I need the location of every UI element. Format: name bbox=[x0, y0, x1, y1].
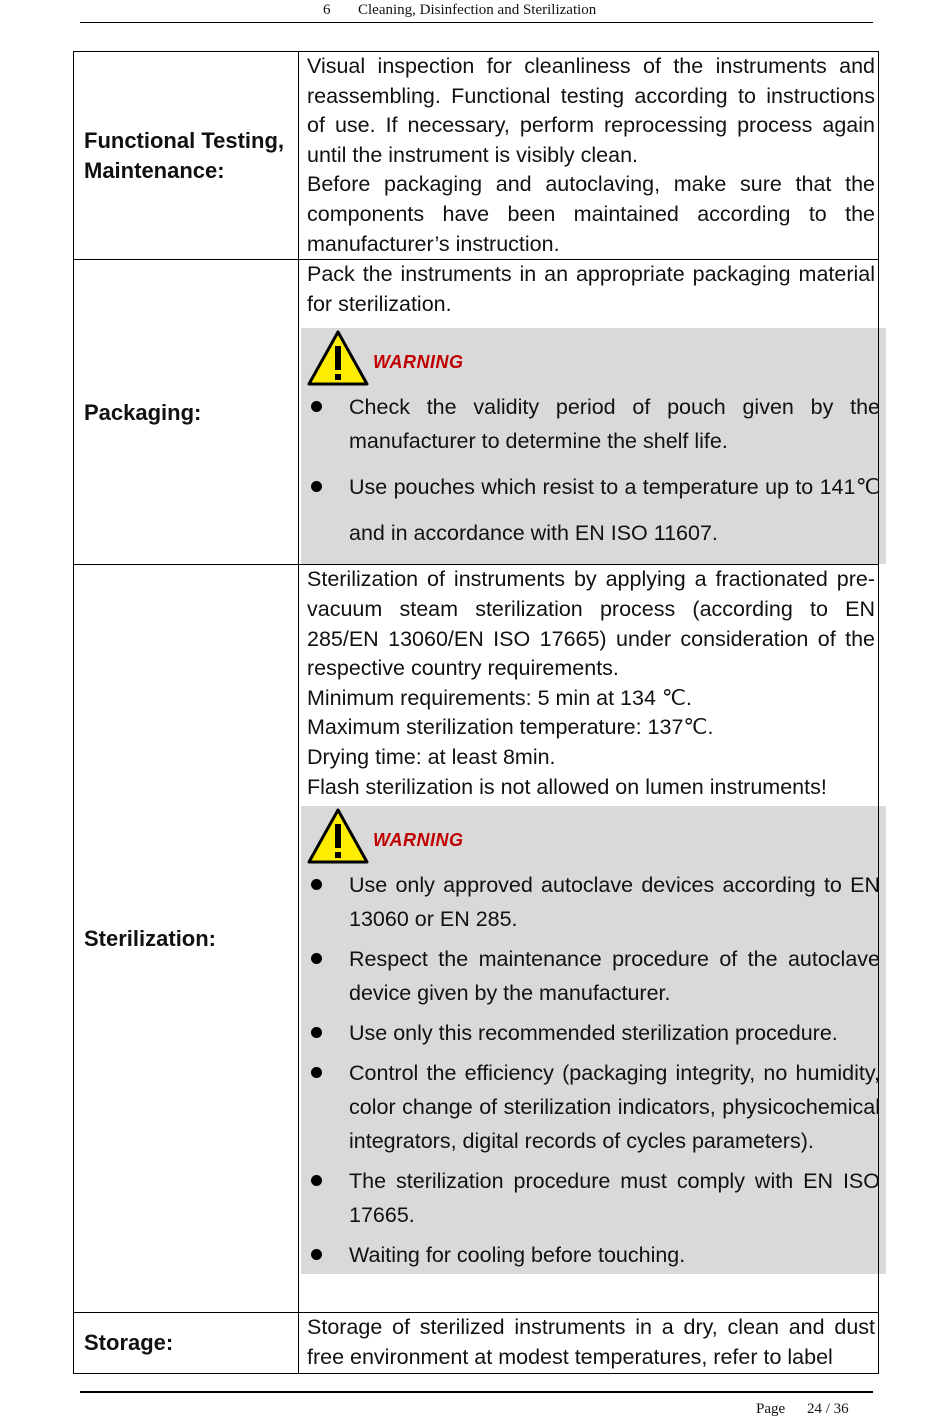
row-label-storage: Storage: bbox=[74, 1313, 299, 1373]
row-content-packaging bbox=[299, 260, 879, 565]
reprocessing-table bbox=[73, 51, 879, 1374]
row-label-packaging: Packaging: bbox=[74, 260, 299, 565]
bullet-icon bbox=[311, 1175, 322, 1186]
storage-paragraph-1: Storage of sterilized instruments in a dry, clean and dust free environment at modest temperatures, refer to label bbox=[307, 1315, 875, 1369]
sterilization-warning-box bbox=[301, 806, 886, 1274]
chapter-title: Cleaning, Disinfection and Sterilization bbox=[358, 2, 597, 18]
table-row-storage bbox=[74, 1313, 879, 1373]
list-item bbox=[305, 390, 880, 458]
sterilization-paragraph-4: Drying time: at least 8min. bbox=[307, 744, 556, 769]
sterilization-warning-title: WARNING bbox=[373, 830, 464, 851]
table-row-functional bbox=[74, 52, 879, 260]
packaging-warning-list bbox=[305, 390, 880, 556]
list-item bbox=[305, 1016, 880, 1050]
packaging-warning-title: WARNING bbox=[373, 352, 464, 373]
sterilization-warning-item-6: Waiting for cooling before touching. bbox=[349, 1243, 686, 1268]
row-content-storage bbox=[299, 1313, 879, 1373]
sterilization-warning-item-2: Respect the maintenance procedure of the autoclave device given by the manufacturer. bbox=[349, 947, 880, 1006]
warning-triangle-icon bbox=[307, 330, 369, 386]
sterilization-warning-item-4: Control the efficiency (packaging integrity, no humidity, color change of sterilization indicators, physicochemical integrators, digital records of cycles parameters). bbox=[349, 1061, 880, 1154]
table-row-sterilization bbox=[74, 565, 879, 1313]
chapter-number: 6 bbox=[323, 2, 331, 18]
table-row-packaging bbox=[74, 260, 879, 565]
page-label: Page bbox=[756, 1401, 786, 1417]
bullet-icon bbox=[311, 1249, 322, 1260]
sterilization-warning-item-1: Use only approved autoclave devices according to EN 13060 or EN 285. bbox=[349, 873, 880, 932]
list-item bbox=[305, 1164, 880, 1232]
packaging-warning-box bbox=[301, 328, 886, 564]
bullet-icon bbox=[311, 953, 322, 964]
row-content-sterilization bbox=[299, 565, 879, 1313]
bullet-icon bbox=[311, 401, 322, 412]
bullet-icon bbox=[311, 481, 322, 492]
sterilization-paragraph-1: Sterilization of instruments by applying a fractionated pre-vacuum steam sterilization process (according to EN 285/EN 13060/EN ISO 17665) under consideration of the respective country requirements. bbox=[307, 567, 875, 681]
page-number: 24 / 36 bbox=[807, 1401, 849, 1417]
sterilization-paragraph-2: Minimum requirements: 5 min at 134 ℃. bbox=[307, 685, 693, 710]
list-item bbox=[305, 1056, 880, 1158]
row-label-functional: Functional Testing, Maintenance: bbox=[74, 52, 299, 260]
list-item bbox=[305, 942, 880, 1010]
sterilization-warning-list bbox=[305, 868, 880, 1272]
sterilization-paragraph-5: Flash sterilization is not allowed on lumen instruments! bbox=[307, 774, 827, 799]
packaging-warning-item-2: Use pouches which resist to a temperature up to 141℃ and in accordance with EN ISO 11607. bbox=[349, 475, 880, 546]
page-header bbox=[80, 0, 873, 23]
functional-paragraph-2: Before packaging and autoclaving, make sure that the components have been maintained according to the manufacturer’s instruction. bbox=[307, 172, 875, 256]
sterilization-warning-item-3: Use only this recommended sterilization procedure. bbox=[349, 1021, 838, 1046]
list-item bbox=[305, 1238, 880, 1272]
packaging-warning-item-1: Check the validity period of pouch given by the manufacturer to determine the shelf life. bbox=[349, 395, 880, 454]
bullet-icon bbox=[311, 1067, 322, 1078]
functional-paragraph-1: Visual inspection for cleanliness of the instruments and reassembling. Functional testing according to instructions of use. If necessary, perform reprocessing process again until the instrument is visibly clean. bbox=[307, 54, 875, 167]
bullet-icon bbox=[311, 879, 322, 890]
row-label-sterilization: Sterilization: bbox=[74, 565, 299, 1313]
sterilization-warning-item-5: The sterilization procedure must comply with EN ISO 17665. bbox=[349, 1169, 880, 1228]
list-item bbox=[305, 464, 880, 556]
packaging-warning-header bbox=[305, 328, 880, 390]
sterilization-warning-header bbox=[305, 806, 880, 868]
bullet-icon bbox=[311, 1027, 322, 1038]
row-content-functional bbox=[299, 52, 879, 260]
list-item bbox=[305, 868, 880, 936]
page-footer bbox=[80, 1391, 873, 1417]
packaging-paragraph-1: Pack the instruments in an appropriate packaging material for sterilization. bbox=[307, 262, 875, 316]
sterilization-paragraph-3: Maximum sterilization temperature: 137℃. bbox=[307, 715, 714, 740]
warning-triangle-icon bbox=[307, 808, 369, 864]
